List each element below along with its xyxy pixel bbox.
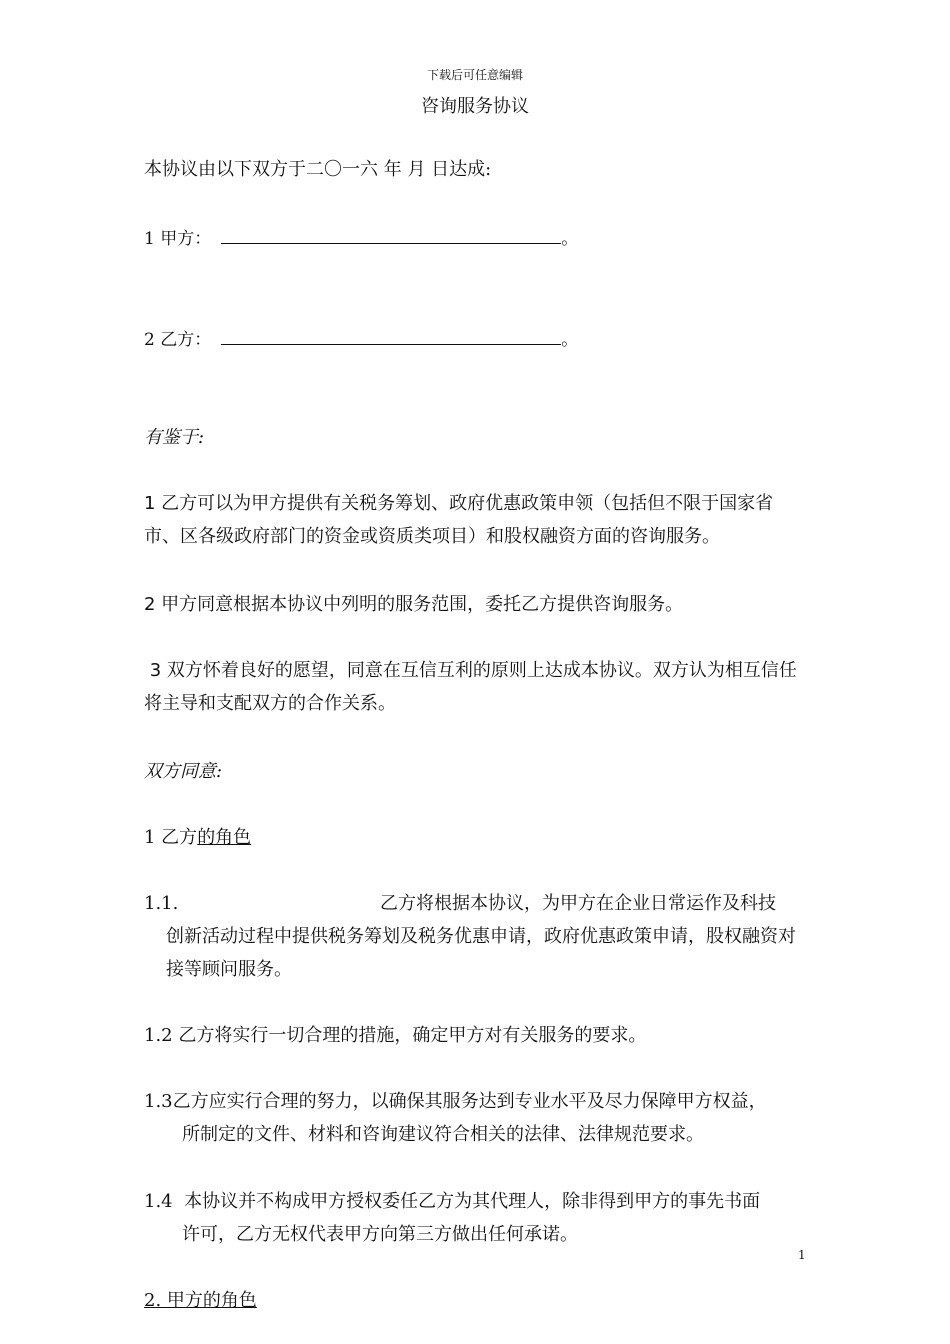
party-a-label: 1 甲方：: [144, 229, 212, 249]
party-a-end: 。: [561, 229, 579, 249]
party-b-line: [144, 325, 578, 350]
whereas-item-1: [144, 487, 808, 553]
whereas-item-text: 甲方同意根据本协议中列明的服务范围，委托乙方提供咨询服务。: [155, 594, 684, 615]
clause-num: 1.4: [144, 1191, 173, 1212]
header-note: 下载后可任意编辑: [426, 68, 523, 82]
clause-text-rest: 所制定的文件、材料和咨询建议符合相关的法律、法律规范要求。: [182, 1124, 704, 1145]
clause-1-2: [144, 1019, 808, 1052]
intro-line: 本协议由以下双方于二〇一六 年 月 日达成:: [144, 159, 492, 180]
whereas-item-3: [144, 654, 808, 720]
party-a-line: [144, 224, 578, 249]
clause-num: 1.2: [144, 1025, 173, 1046]
clause-text-line1: 乙方应实行合理的努力，以确保其服务达到专业水平及尽力保障甲方权益，: [172, 1091, 767, 1112]
clause-text-rest: 创新活动过程中提供税务筹划及税务优惠申请，政府优惠政策申请，股权融资对接等顾问服务。: [166, 926, 796, 980]
whereas-item-num: 1: [144, 493, 156, 514]
clause-text-rest: 许可，乙方无权代表甲方向第三方做出任何承诺。: [182, 1224, 578, 1245]
whereas-item-num: 2: [144, 594, 156, 615]
whereas-item-2: [144, 588, 808, 621]
party-b-blank: [221, 330, 561, 345]
clause-text-line1: 乙方将根据本协议，为甲方在企业日常运作及科技: [380, 893, 776, 914]
clause-num: 1.3: [144, 1091, 173, 1112]
document-title: 咨询服务协议: [421, 96, 529, 117]
whereas-item-text: 双方怀着良好的愿望，同意在互信互利的原则上达成本协议。双方认为相互信任将主导和支配双方的合作关系。: [144, 660, 797, 714]
party-b-end: 。: [561, 330, 579, 350]
agree-heading: 双方同意:: [144, 761, 223, 782]
section-1-num: 1 乙方: [144, 827, 198, 848]
section-1-title: 的角色: [197, 827, 252, 848]
whereas-item-num: 3: [149, 660, 162, 681]
section-1-heading: [144, 821, 808, 854]
clause-1-4: [144, 1185, 808, 1251]
clause-text-line1: 本协议并不构成甲方授权委任乙方为其代理人，除非得到甲方的事先书面: [184, 1191, 761, 1212]
whereas-heading: 有鉴于:: [144, 427, 205, 448]
page-number: 1: [798, 1248, 806, 1262]
clause-text: 乙方将实行一切合理的措施，确定甲方对有关服务的要求。: [178, 1025, 647, 1046]
section-2-heading: 2. 甲方的角色: [144, 1290, 257, 1311]
clause-num: 1.1.: [144, 893, 179, 914]
whereas-item-text: 乙方可以为甲方提供有关税务筹划、政府优惠政策申领（包括但不限于国家省市、区各级政府部门的资金或资质类项目）和股权融资方面的咨询服务。: [144, 493, 774, 547]
clause-1-3: [144, 1085, 808, 1151]
clause-1-1: [144, 887, 808, 986]
party-a-blank: [221, 229, 561, 244]
party-b-label: 2 乙方：: [144, 330, 212, 350]
